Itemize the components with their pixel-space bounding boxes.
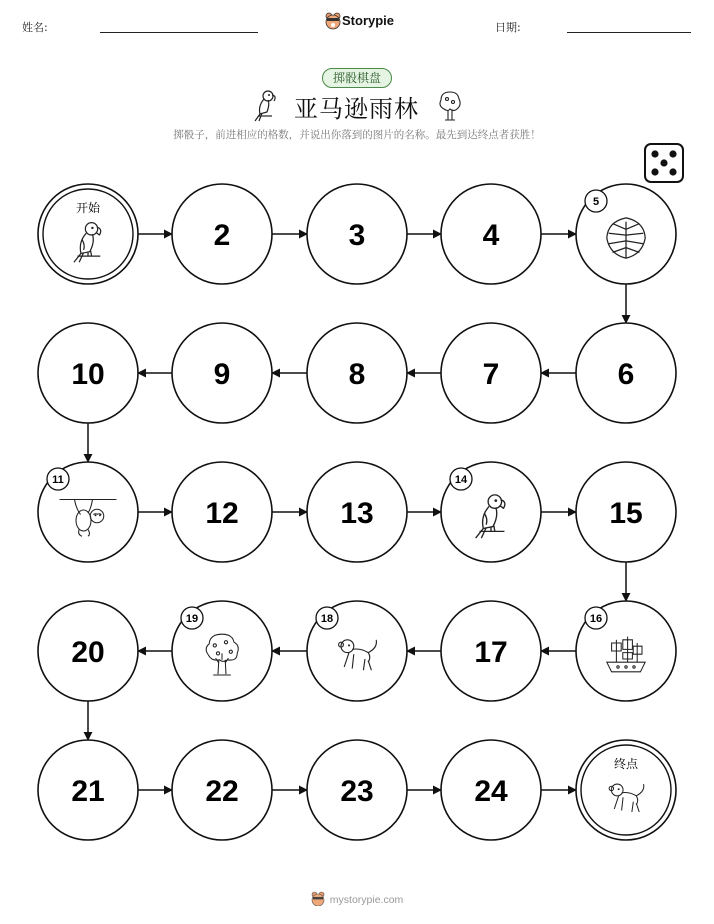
brand-name: Storypie: [342, 13, 395, 28]
board-square-21[interactable]: [38, 740, 138, 840]
square-number: 23: [340, 775, 374, 808]
board-square-20[interactable]: [38, 601, 138, 701]
board-square-24[interactable]: [441, 740, 541, 840]
board-square-25[interactable]: [576, 740, 676, 840]
board-square-2[interactable]: [172, 184, 272, 284]
page-title: 亚马逊雨林: [294, 95, 419, 123]
square-number: 10: [71, 358, 105, 391]
square-number: 14: [454, 474, 468, 486]
square-number: 5: [592, 196, 600, 208]
square-number: 18: [320, 613, 334, 625]
square-number: 22: [205, 775, 239, 808]
square-number: 19: [185, 613, 199, 625]
board-square-15[interactable]: [576, 462, 676, 562]
board-square-12[interactable]: [172, 462, 272, 562]
board-square-23[interactable]: [307, 740, 407, 840]
square-number: 3: [348, 219, 366, 252]
square-number: 13: [340, 497, 374, 530]
board-square-5[interactable]: [576, 184, 676, 284]
square-number: 24: [474, 775, 508, 808]
board-square-8[interactable]: [307, 323, 407, 423]
square-number: 9: [213, 358, 231, 391]
square-number: 21: [71, 775, 105, 808]
storypie-bear-icon: [311, 891, 325, 906]
board-square-22[interactable]: [172, 740, 272, 840]
board-square-17[interactable]: [441, 601, 541, 701]
square-number: 2: [213, 219, 231, 252]
instructions: 掷骰子，前进相应的格数，并说出你落到的图片的名称。最先到达终点者获胜！: [173, 129, 541, 141]
footer-url: mystorypie.com: [329, 894, 404, 906]
board-square-19[interactable]: [172, 601, 272, 701]
board-square-18[interactable]: [307, 601, 407, 701]
board-square-7[interactable]: [441, 323, 541, 423]
square-number: 16: [589, 613, 603, 625]
board-square-13[interactable]: [307, 462, 407, 562]
start-label: 开始: [75, 201, 101, 215]
square-circle: [576, 740, 676, 840]
game-type-badge: 掷骰棋盘: [322, 68, 392, 88]
square-number: 7: [482, 358, 500, 391]
board-square-11[interactable]: [38, 462, 138, 562]
board-square-16[interactable]: [576, 601, 676, 701]
square-number: 12: [205, 497, 239, 530]
board-square-4[interactable]: [441, 184, 541, 284]
square-number: 17: [474, 636, 508, 669]
square-number: 11: [52, 474, 64, 486]
square-number: 8: [348, 358, 366, 391]
board-square-14[interactable]: [441, 462, 541, 562]
square-number: 20: [71, 636, 105, 669]
end-label: 终点: [613, 757, 639, 771]
board-square-3[interactable]: [307, 184, 407, 284]
date-label: 日期:: [495, 21, 521, 34]
board-square-10[interactable]: [38, 323, 138, 423]
square-number: 6: [617, 358, 635, 391]
square-number: 15: [609, 497, 643, 530]
board-square-1[interactable]: [38, 184, 138, 284]
board-square-9[interactable]: [172, 323, 272, 423]
square-number: 4: [482, 219, 500, 252]
name-label: 姓名:: [22, 21, 48, 34]
board-squares: [38, 184, 676, 840]
board-square-6[interactable]: [576, 323, 676, 423]
